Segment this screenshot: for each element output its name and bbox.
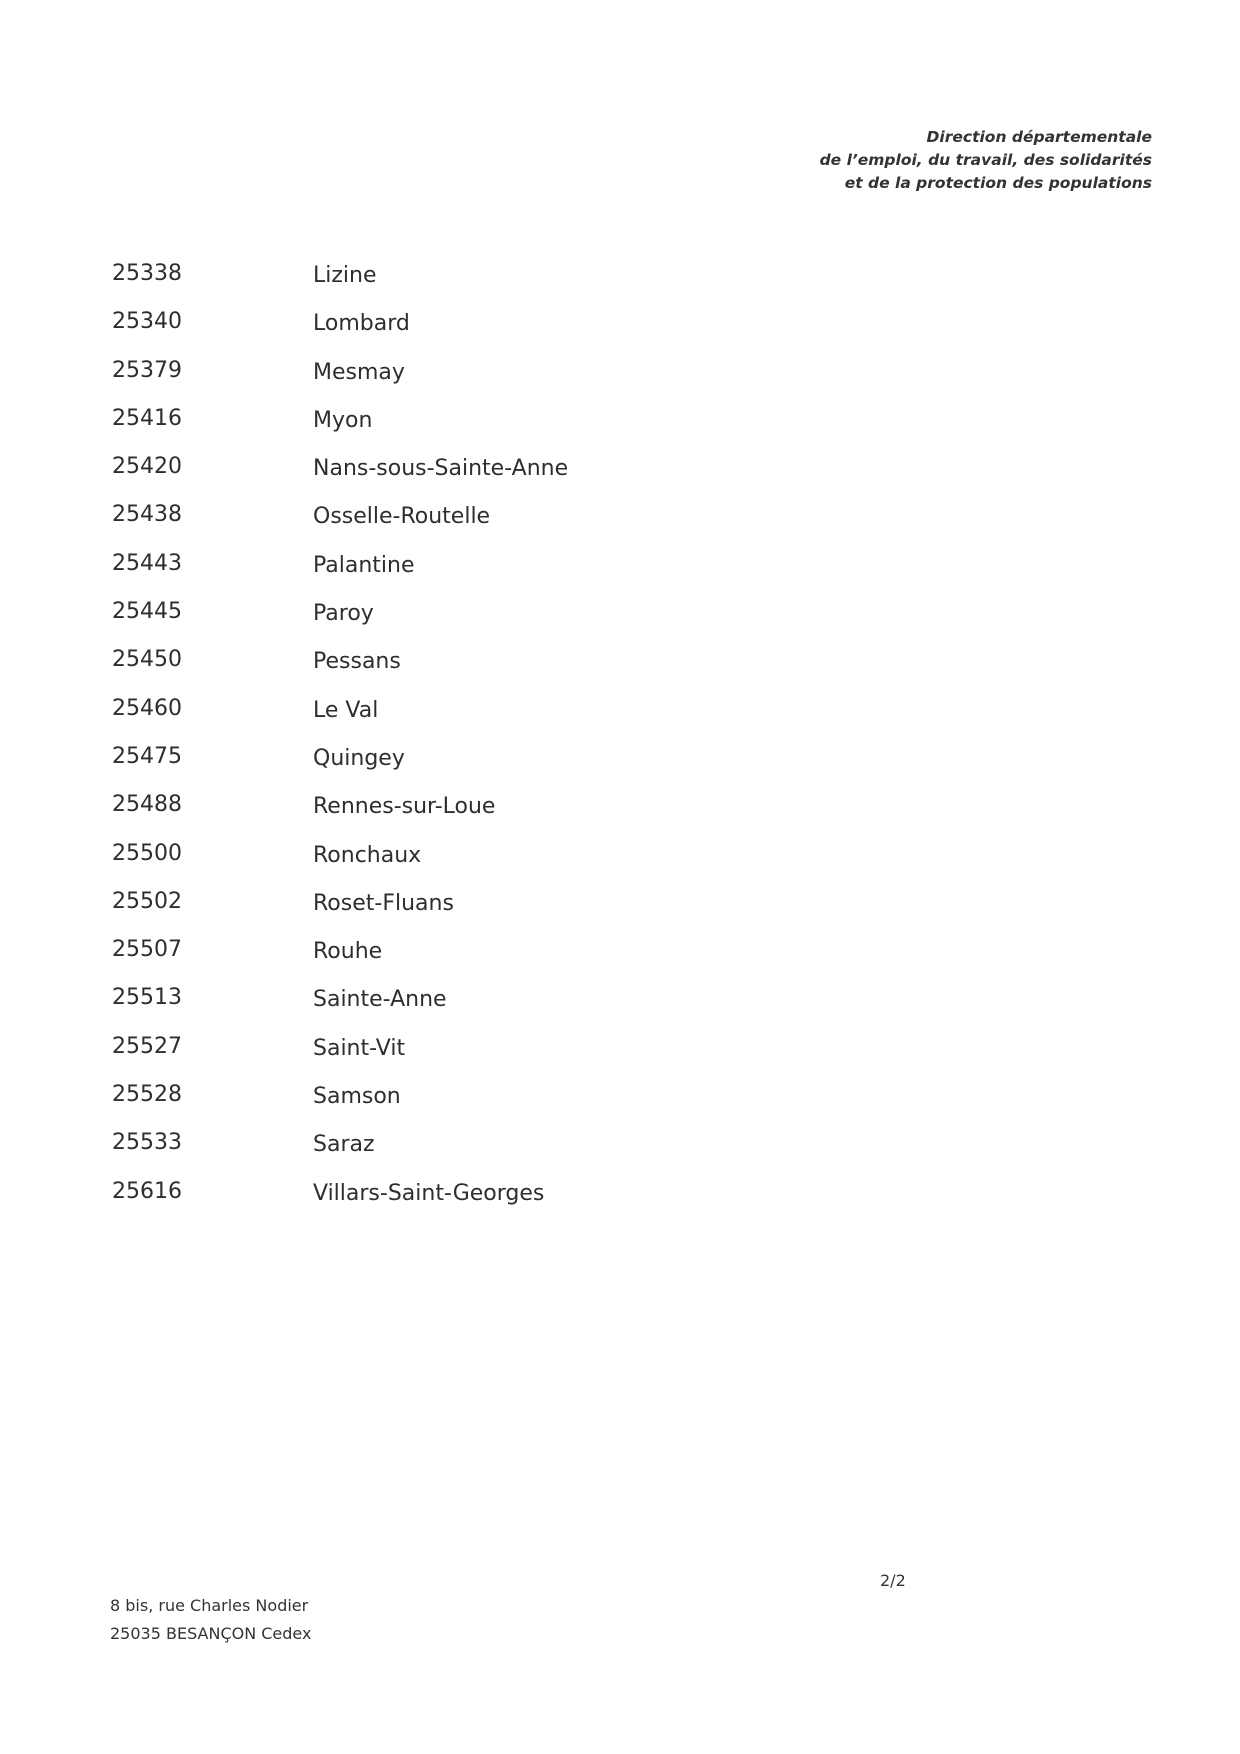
commune-code: 25500 <box>112 840 182 866</box>
commune-code: 25527 <box>112 1033 182 1059</box>
commune-code: 25379 <box>112 357 182 383</box>
address-line: 8 bis, rue Charles Nodier <box>110 1596 309 1615</box>
department-header <box>592 126 1152 195</box>
commune-row <box>112 548 812 596</box>
page-number: 2/2 <box>880 1571 906 1590</box>
commune-row <box>112 258 812 306</box>
commune-name: Villars-Saint-Georges <box>313 1180 545 1206</box>
commune-name: Quingey <box>313 745 405 771</box>
commune-name: Mesmay <box>313 359 405 385</box>
commune-name: Saint-Vit <box>313 1035 406 1061</box>
commune-code: 25460 <box>112 695 182 721</box>
commune-name: Rennes-sur-Loue <box>313 794 496 820</box>
commune-row <box>112 741 812 789</box>
header-line: et de la protection des populations <box>844 174 1152 192</box>
commune-list <box>112 258 812 1224</box>
commune-code: 25507 <box>112 937 182 963</box>
commune-name: Le Val <box>313 697 379 723</box>
commune-code: 25438 <box>112 502 182 528</box>
commune-name: Pessans <box>313 649 401 675</box>
commune-row <box>112 886 812 934</box>
commune-row <box>112 1031 812 1079</box>
commune-name: Saraz <box>313 1132 375 1158</box>
commune-code: 25443 <box>112 550 182 576</box>
footer-address <box>110 1592 311 1648</box>
commune-name: Roset-Fluans <box>313 890 454 916</box>
commune-code: 25616 <box>112 1178 182 1204</box>
commune-row <box>112 838 812 886</box>
commune-code: 25533 <box>112 1130 182 1156</box>
commune-row <box>112 789 812 837</box>
commune-name: Rouhe <box>313 939 383 965</box>
commune-row <box>112 306 812 354</box>
commune-name: Myon <box>313 407 373 433</box>
commune-code: 25420 <box>112 454 182 480</box>
commune-row <box>112 451 812 499</box>
commune-row <box>112 1127 812 1175</box>
commune-row <box>112 355 812 403</box>
commune-row <box>112 1079 812 1127</box>
address-line: 25035 BESANÇON Cedex <box>110 1624 312 1643</box>
commune-code: 25338 <box>112 261 182 286</box>
commune-row <box>112 499 812 547</box>
commune-code: 25450 <box>112 647 182 673</box>
commune-name: Palantine <box>313 552 415 578</box>
commune-code: 25416 <box>112 405 182 431</box>
commune-row <box>112 982 812 1030</box>
commune-name: Osselle-Routelle <box>313 504 491 530</box>
commune-row <box>112 403 812 451</box>
commune-row <box>112 596 812 644</box>
commune-row <box>112 1176 812 1224</box>
header-line: de l’emploi, du travail, des solidarités <box>819 151 1152 169</box>
commune-name: Nans-sous-Sainte-Anne <box>313 456 569 482</box>
commune-name: Ronchaux <box>313 842 422 868</box>
commune-code: 25528 <box>112 1082 182 1108</box>
commune-code: 25488 <box>112 792 182 818</box>
header-line: Direction départementale <box>926 128 1152 146</box>
commune-row <box>112 693 812 741</box>
commune-code: 25340 <box>112 309 182 335</box>
commune-row <box>112 644 812 692</box>
commune-name: Paroy <box>313 601 374 627</box>
commune-row <box>112 934 812 982</box>
commune-code: 25445 <box>112 599 182 625</box>
commune-name: Sainte-Anne <box>313 987 447 1013</box>
commune-name: Lizine <box>313 263 377 288</box>
commune-name: Lombard <box>313 311 410 337</box>
commune-code: 25513 <box>112 985 182 1011</box>
commune-name: Samson <box>313 1084 401 1110</box>
commune-code: 25502 <box>112 888 182 914</box>
commune-code: 25475 <box>112 743 182 769</box>
